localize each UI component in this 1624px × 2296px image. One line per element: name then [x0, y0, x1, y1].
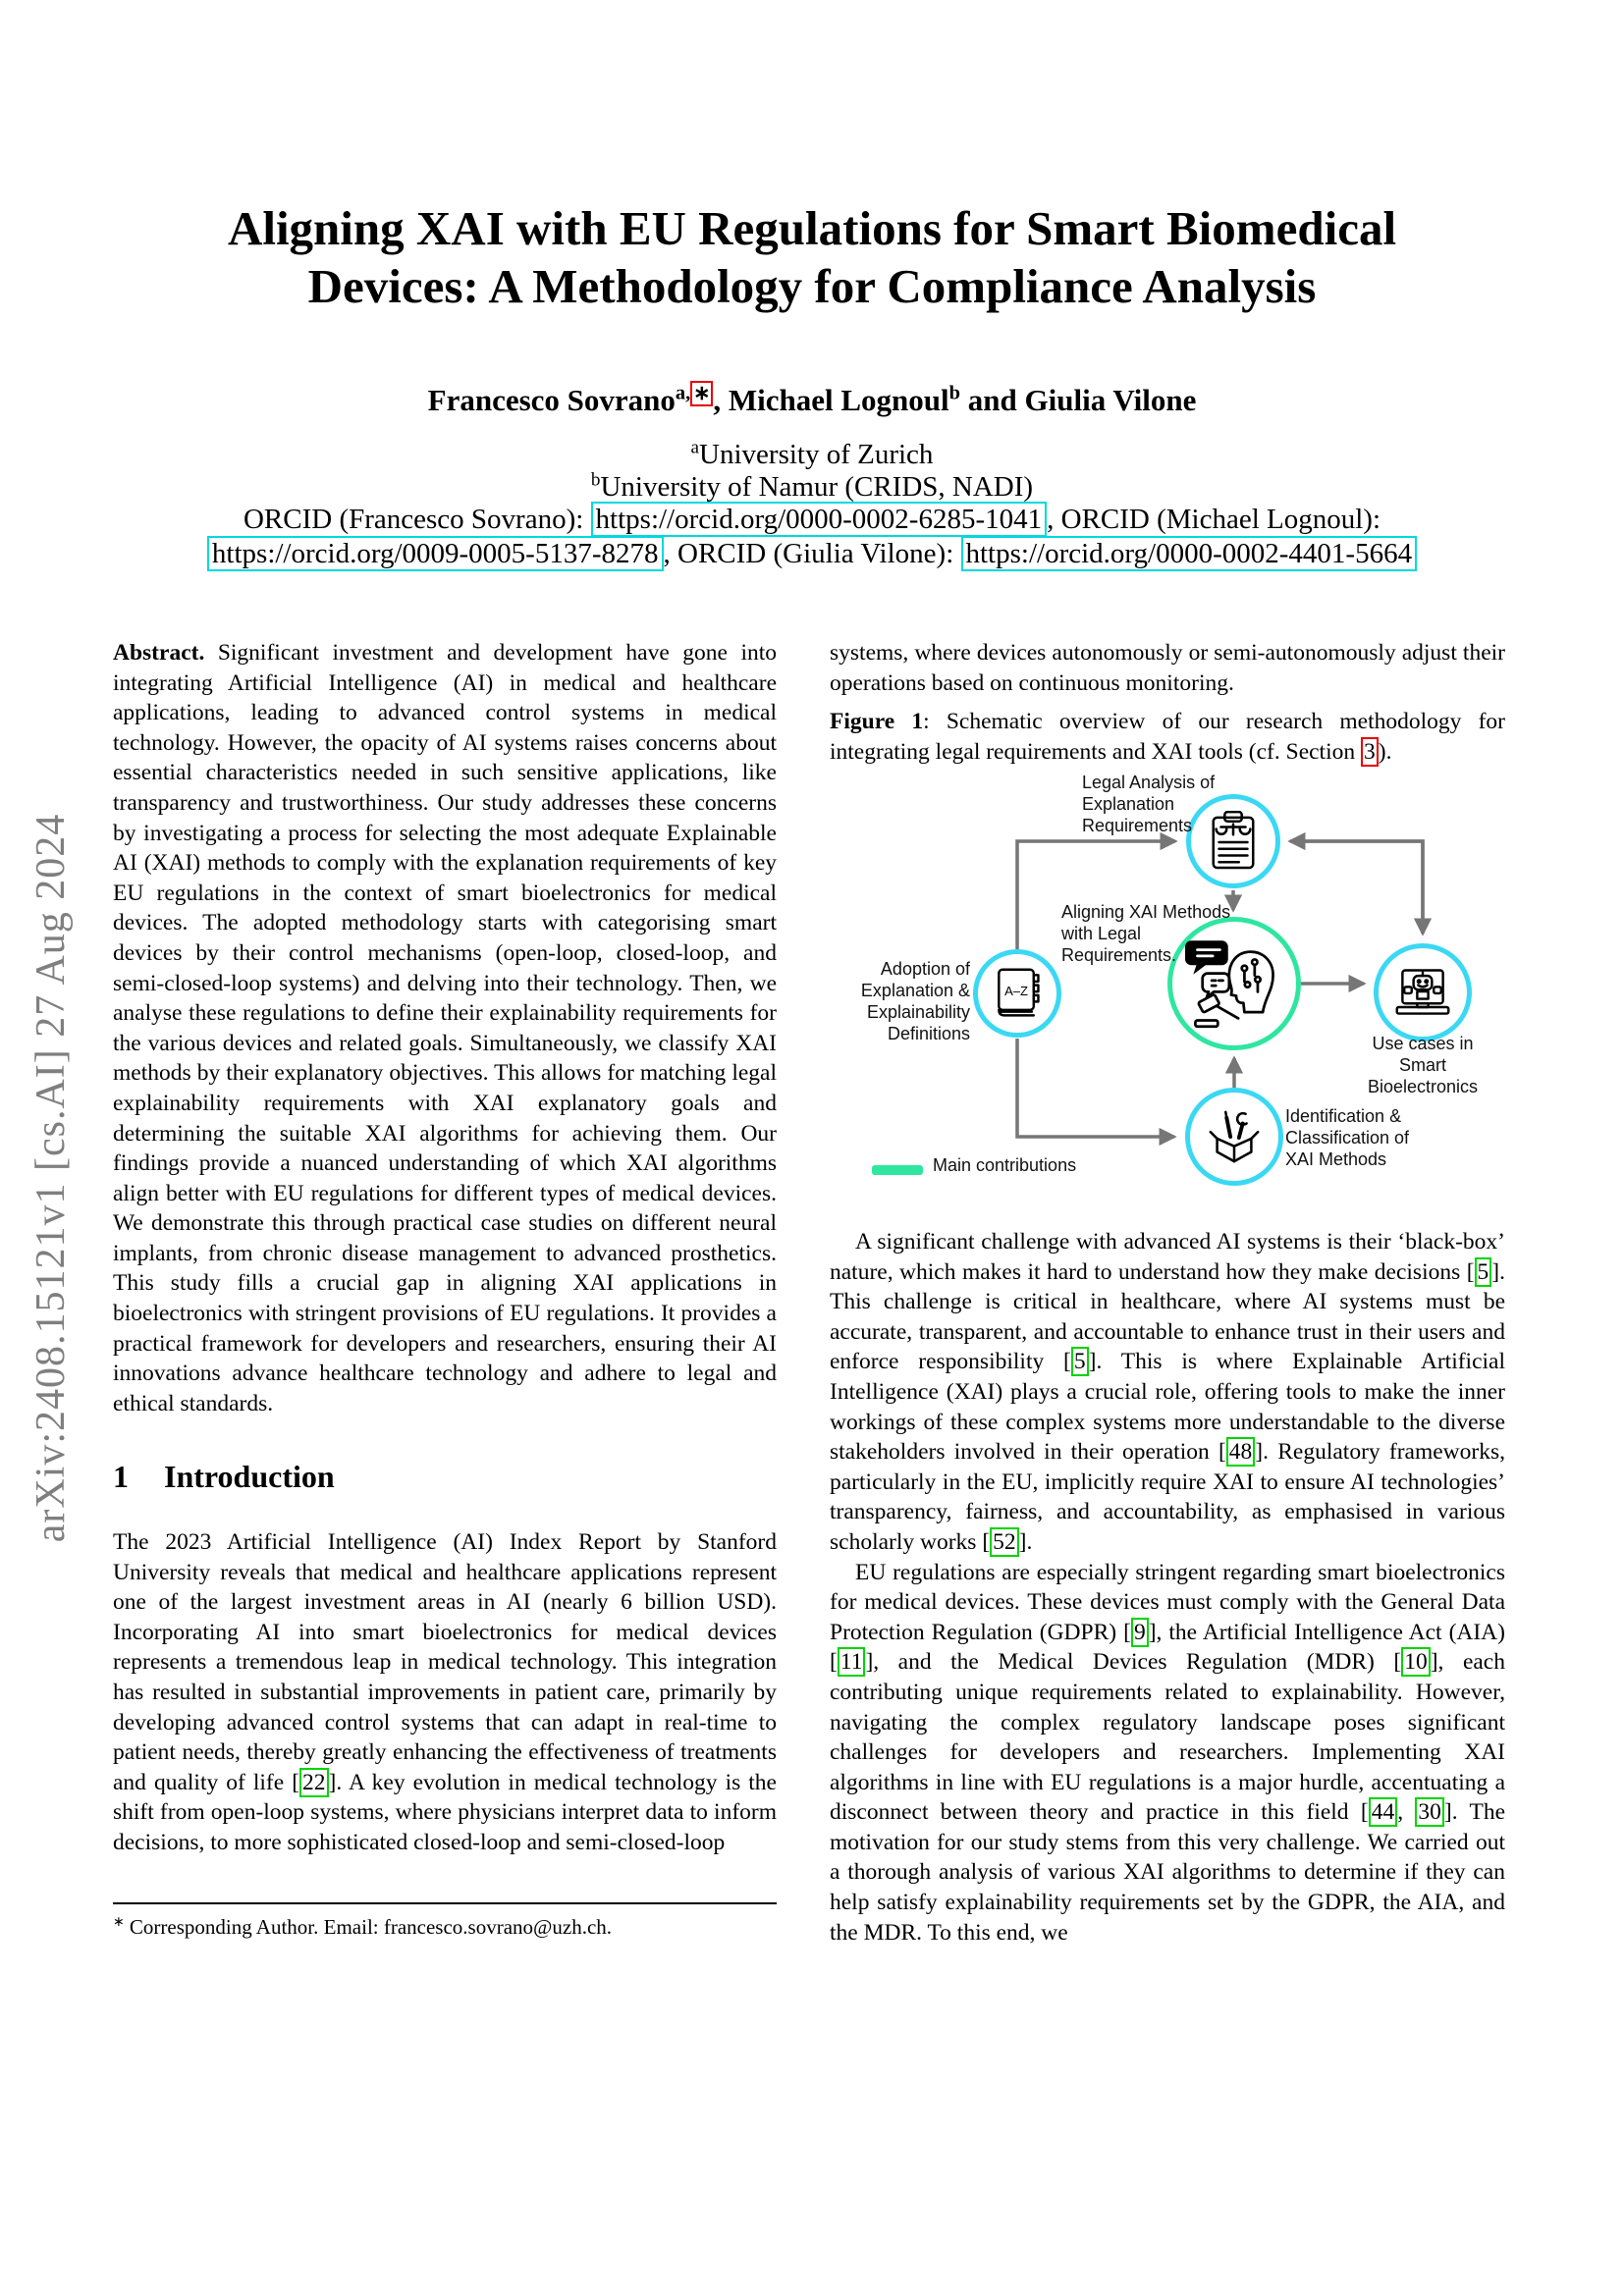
text-segment: a,: [675, 382, 691, 404]
text-segment: ].: [1018, 1528, 1033, 1555]
text-segment: b: [948, 382, 961, 404]
text-segment: University of Zurich: [699, 439, 934, 470]
legend-label: Main contributions: [933, 1155, 1077, 1175]
orcid-line-2: [0, 538, 1624, 570]
text-segment: ,: [1397, 1799, 1416, 1826]
xai-toolbox-icon: [1207, 1108, 1262, 1165]
label-legal-analysis: Legal Analysis of Explanation Requirements: [1082, 773, 1216, 835]
definitions-book-icon: [990, 966, 1045, 1021]
svg-text:A–Z: A–Z: [1004, 983, 1029, 998]
citation-ref[interactable]: 44: [1369, 1797, 1398, 1827]
intro-paragraph: [113, 1527, 777, 1858]
paragraph-eu-regulations: [830, 1558, 1505, 1949]
citation-ref[interactable]: 5: [1475, 1257, 1492, 1287]
label-use-cases: Use cases in Smart Bioelectronics: [1367, 1034, 1479, 1096]
text-segment: Francesco Sovrano: [427, 383, 676, 417]
section-heading-introduction: [113, 1459, 777, 1495]
citation-ref[interactable]: 22: [299, 1768, 329, 1797]
corresponding-author-footnote: [113, 1902, 777, 1940]
right-column-text: [830, 1227, 1505, 1948]
node-definitions: [973, 949, 1061, 1038]
node-xai-methods: [1185, 1088, 1283, 1186]
text-segment: ]. This is where Explainable Artificial Intelligence (XAI) plays a crucial role, offering tools to make the inner workings of these complex systems more understandable to the diverse stakeholders involved in their operation [: [830, 1349, 1506, 1466]
text-segment: , Michael Lognoul: [713, 383, 949, 417]
text-segment: ]. Regulatory frameworks, particularly in the EU, implicitly require XAI to ensure AI technologies’ transparency, fairness, and accountability, as emphasised in various scholarly works [: [830, 1439, 1505, 1555]
text-segment: ∗: [113, 1914, 125, 1929]
citation-ref[interactable]: 11: [838, 1647, 866, 1677]
internal-ref[interactable]: 3: [1361, 737, 1379, 767]
text-segment: : Schematic overview of our research methodology for integrating legal requirements and XAI tools (cf. Section: [830, 709, 1506, 765]
text-segment: b: [590, 469, 601, 491]
continuation-paragraph: systems, where devices autonomously or semi-autonomously adjust their operations based on continuous monitoring.: [830, 640, 1505, 696]
text-segment: ).: [1378, 738, 1392, 765]
section-title: Introduction: [164, 1459, 335, 1494]
citation-ref[interactable]: 9: [1131, 1618, 1149, 1647]
methodology-figure: [830, 756, 1505, 1217]
node-use-cases: [1374, 943, 1472, 1041]
label-identification-classification: Identification & Classification of XAI Methods: [1285, 1106, 1410, 1169]
citation-ref[interactable]: 5: [1071, 1347, 1089, 1376]
citation-ref[interactable]: 10: [1401, 1647, 1431, 1677]
text-segment: A significant challenge with advanced AI systems is their ‘black-box’ nature, which makes it hard to understand how they make decisions [: [830, 1229, 1505, 1285]
section-number: 1: [113, 1459, 129, 1494]
citation-ref[interactable]: 52: [990, 1527, 1019, 1557]
text-segment: Corresponding Author. Email: francesco.sovrano@uzh.ch.: [124, 1915, 613, 1939]
legal-document-icon: [1207, 811, 1260, 872]
text-segment: ]. This challenge is critical in healthcare, where AI systems must be accurate, transparent, and accountable to enhance trust in their users and enforce responsibility [: [830, 1258, 1505, 1375]
citation-ref[interactable]: 30: [1415, 1797, 1444, 1827]
text-segment: and Giulia Vilone: [960, 383, 1197, 417]
text-segment: ORCID (Francesco Sovrano):: [243, 504, 591, 535]
text-segment: Figure 1: [830, 709, 924, 734]
text-segment: ], the Artificial Intelligence Act (AIA) [: [830, 1619, 1505, 1676]
paragraph-blackbox-challenge: [830, 1227, 1505, 1558]
corresponding-author-marker: ∗: [690, 381, 713, 406]
label-adoption-definitions: Adoption of Explanation & Explainability Definitions: [860, 959, 970, 1043]
orcid-link[interactable]: https://orcid.org/0009-0005-5137-8278: [207, 536, 664, 571]
orcid-link[interactable]: https://orcid.org/0000-0002-4401-5664: [961, 536, 1418, 571]
label-aligning-xai: Aligning XAI Methods with Legal Requirements.: [1061, 902, 1231, 965]
text-segment: Significant investment and development have gone into integrating Artificial Intelligence (AI) in medical and healthcare applications, leading to advanced control systems in medical technology. However, the opacity of AI systems raises concerns about essential characteristics needed in such sensitive applications, like transparency and trustworthiness. Our study addresses these concerns by investigating a process for selecting the most adequate Explainable AI (XAI) methods to comply with the explanation requirements of key EU regulations in the context of smart bioelectronics for medical devices. The adopted methodology starts with categorising smart devices by their control mechanisms (open-loop, closed-loop, and semi-closed-loop systems) and delving into their technology. Then, we analyse these regulations to define their explainability requirements for the various devices and related goals. Simultaneously, we classify XAI methods by their explanatory objectives. This allows for matching legal explainability requirements with XAI explanatory goals and determining the suitable XAI algorithms for achieving them. Our findings provide a nuanced understanding of which XAI algorithms align better with EU regulations for different types of medical devices. We demonstrate this through practical case studies on different neural implants, from chronic disease management to advanced prosthetics. This study fills a crucial gap in aligning XAI applications in bioelectronics with stringent provisions of EU regulations. It provides a practical framework for developers and researchers, ensuring their AI innovations advance healthcare technology and adhere to legal and ethical standards.: [113, 640, 777, 1416]
text-segment: , ORCID (Michael Lognoul):: [1047, 504, 1381, 535]
authors-line: [0, 383, 1624, 418]
orcid-line-1: [0, 504, 1624, 536]
text-segment: The 2023 Artificial Intelligence (AI) Index Report by Stanford University reveals that medical and healthcare applications represent one of the largest investment areas in AI (nearly 6 billion USD). Incorporating AI into smart bioelectronics for medical devices represents a tremendous leap in medical technology. This integration has resulted in substantial improvements in patient care, primarily by developing advanced control systems that can adapt in real-time to patient needs, thereby greatly enhancing the effectiveness of treatments and quality of life [: [113, 1529, 777, 1795]
text-segment: Abstract.: [113, 640, 205, 666]
page-title: Aligning XAI with EU Regulations for Smart Biomedical Devices: A Methodology for Compliance Analysis: [227, 201, 1397, 313]
text-segment: ], each contributing unique requirements related to explainability. However, navigating the complex regulatory landscape poses significant challenges for developers and researchers. Implementing XAI algorithms in line with EU regulations is a major hurdle, accentuating a disconnect between theory and practice in this field [: [830, 1649, 1505, 1826]
text-segment: ], and the Medical Devices Regulation (MDR) [: [865, 1649, 1402, 1676]
orcid-link[interactable]: https://orcid.org/0000-0002-6285-1041: [591, 502, 1048, 537]
text-segment: ]. A key evolution in medical technology is the shift from open-loop systems, where physicians interpret data to inform decisions, to more sophisticated closed-loop and semi-closed-loop: [113, 1769, 777, 1855]
affiliation-b: [0, 471, 1624, 504]
affiliation-a: [0, 439, 1624, 471]
smart-bioelectronics-icon: [1393, 966, 1452, 1019]
legend-swatch-main-contributions: [872, 1165, 923, 1175]
text-segment: ]. The motivation for our study stems from this very challenge. We carried out a thorough analysis of various XAI algorithms to determine if they can help satisfy explainability requirements set by the GDPR, the AIA, and the MDR. To this end, we: [830, 1799, 1506, 1946]
text-segment: a: [690, 437, 700, 458]
citation-ref[interactable]: 48: [1226, 1437, 1256, 1467]
text-segment: University of Namur (CRIDS, NADI): [600, 471, 1034, 503]
arxiv-banner: arXiv:2408.15121v1 [cs.AI] 27 Aug 2024: [28, 813, 74, 1543]
text-segment: , ORCID (Giulia Vilone):: [663, 538, 961, 569]
text-segment: EU regulations are especially stringent regarding smart bioelectronics for medical devices. These devices must comply with the General Data Protection Regulation (GDPR) [: [830, 1559, 1505, 1645]
abstract-paragraph: [113, 638, 777, 1418]
